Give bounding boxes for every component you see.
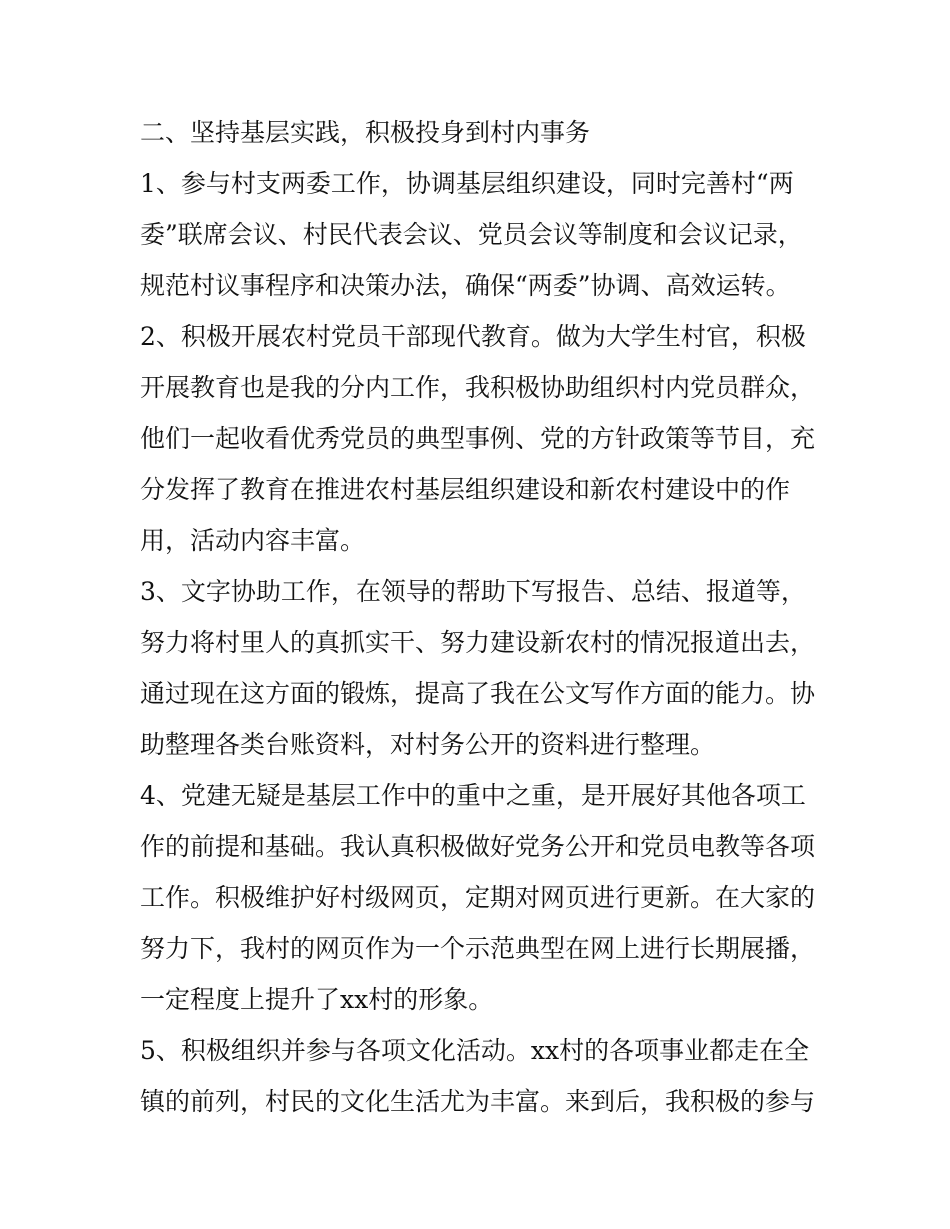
paragraph-item-5 bbox=[140, 1025, 820, 1127]
text-line: 规范村议事程序和决策办法，确保“两委”协调、高效运转。 bbox=[140, 271, 791, 300]
text-line: 开展教育也是我的分内工作，我积极协助组织村内党员群众， bbox=[140, 373, 816, 402]
text-line: 作的前提和基础。我认真积极做好党务公开和党员电教等各项 bbox=[140, 832, 816, 861]
text-line: 一定程度上提升了xx村的形象。 bbox=[140, 985, 494, 1014]
paragraph-item-2 bbox=[140, 311, 820, 566]
text-line: 3、文字协助工作，在领导的帮助下写报告、总结、报道等， bbox=[140, 577, 806, 606]
text-line: 1、参与村支两委工作，协调基层组织建设，同时完善村“两 bbox=[140, 169, 794, 198]
document-body bbox=[140, 107, 820, 1127]
text-line: 4、党建无疑是基层工作中的重中之重，是开展好其他各项工 bbox=[140, 781, 806, 810]
text-line: 5、积极组织并参与各项文化活动。xx村的各项事业都走在全 bbox=[140, 1036, 810, 1065]
text-line: 2、积极开展农村党员干部现代教育。做为大学生村官，积极 bbox=[140, 322, 806, 351]
paragraph-item-3 bbox=[140, 566, 820, 770]
text-line: 用，活动内容丰富。 bbox=[140, 526, 366, 555]
text-line: 努力下，我村的网页作为一个示范典型在网上进行长期展播， bbox=[140, 934, 816, 963]
paragraph-item-4 bbox=[140, 770, 820, 1025]
section-heading bbox=[140, 107, 820, 158]
text-line: 通过现在这方面的锻炼，提高了我在公文写作方面的能力。协 bbox=[140, 679, 816, 708]
text-line: 助整理各类台账资料，对村务公开的资料进行整理。 bbox=[140, 730, 716, 759]
text-line: 工作。积极维护好村级网页，定期对网页进行更新。在大家的 bbox=[140, 883, 816, 912]
text-line: 努力将村里人的真抓实干、努力建设新农村的情况报道出去， bbox=[140, 628, 816, 657]
text-line: 镇的前列，村民的文化生活尤为丰富。来到后，我积极的参与 bbox=[140, 1087, 816, 1116]
text-line: 分发挥了教育在推进农村基层组织建设和新农村建设中的作 bbox=[140, 475, 791, 504]
text-line: 他们一起收看优秀党员的典型事例、党的方针政策等节目，充 bbox=[140, 424, 816, 453]
text-line: 委”联席会议、村民代表会议、党员会议等制度和会议记录， bbox=[140, 220, 803, 249]
paragraph-item-1 bbox=[140, 158, 820, 311]
text-line: 二、坚持基层实践，积极投身到村内事务 bbox=[140, 118, 591, 147]
